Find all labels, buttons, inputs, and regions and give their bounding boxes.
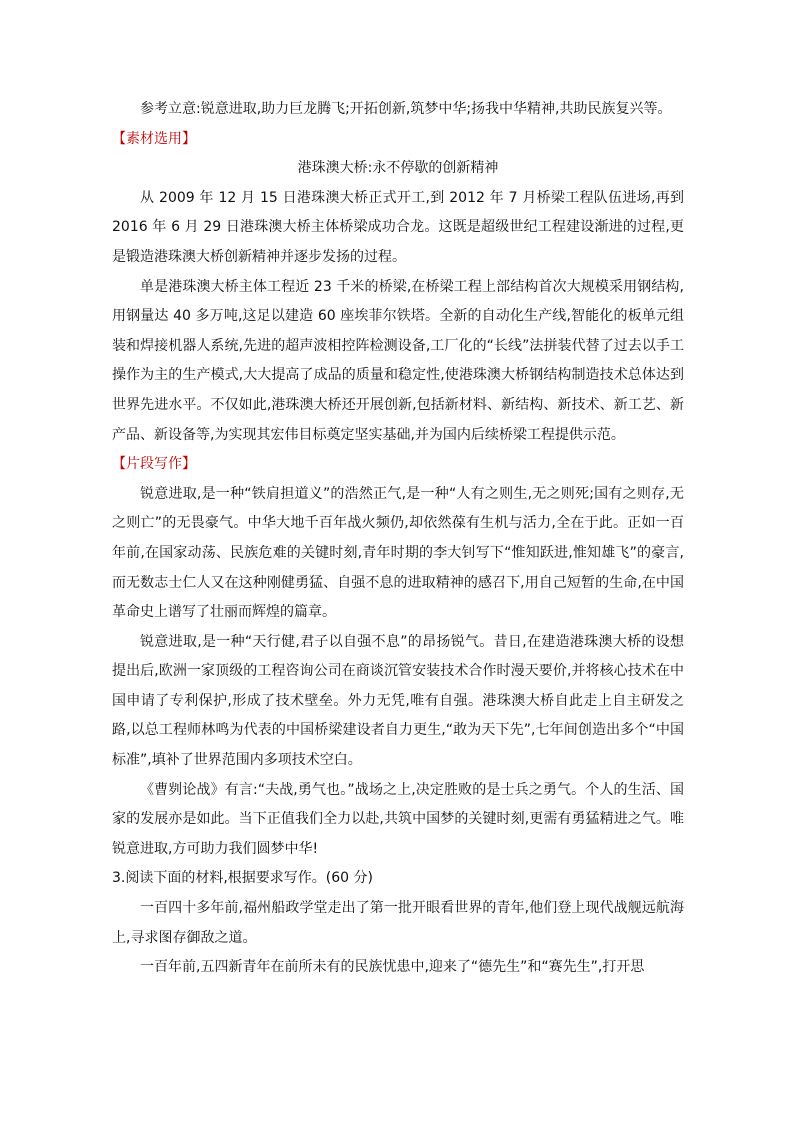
writing-paragraph-2: 锐意进取,是一种“天行健,君子以自强不息”的昂扬锐气。昔日,在建造港珠澳大桥的设想提出后,欧洲一家顶级的工程咨询公司在商谈沉管安装技术合作时漫天要价,并将核心技术在中国申请了专利保护,形成了技术壁垒。外力无凭,唯有自强。港珠澳大桥自此走上自主研发之路,以总工程师林鸣为代表的中国桥梁建设者自力更生,“敢为天下先”,七年间创造出多个“中国标准”,填补了世界范围内多项技术空白。 (112, 633, 684, 769)
writing-paragraph-3: 《曹刿论战》有言:“夫战,勇气也。”战场之上,决定胜败的是士兵之勇气。个人的生活、国家的发展亦是如此。当下正值我们全力以赴,共筑中国梦的关键时刻,更需有勇猛精进之气。唯锐意进取,方可助力我们圆梦中华! (112, 781, 684, 857)
material-paragraph-2: 单是港珠澳大桥主体工程近 23 千米的桥梁,在桥梁工程上部结构首次大规模采用钢结构,用钢量达 40 多万吨,这足以建造 60 座埃菲尔铁塔。全新的自动化生产线,智能化的板单元组装和焊接机器人系统,先进的超声波相控阵检测设备,工厂化的“长线”法拼装代替了过去以手工操作为主的生产模式,大大提高了成品的质量和稳定性,使港珠澳大桥钢结构制造技术总体达到世界先进水平。不仅如此,港珠澳大桥还开展创新,包括新材料、新结构、新技术、新工艺、新产品、新设备等,为实现其宏伟目标奠定坚实基础,并为国内后续桥梁工程提供示范。 (112, 278, 684, 443)
intro-paragraph: 参考立意:锐意进取,助力巨龙腾飞;开拓创新,筑梦中华;扬我中华精神,共助民族复兴等。 (140, 101, 672, 117)
writing-paragraph-1: 锐意进取,是一种“铁肩担道义”的浩然正气,是一种“人有之则生,无之则死;国有之则存,无之则亡”的无畏豪气。中华大地千百年战火频仍,却依然葆有生机与活力,全在于此。正如一百年前,在国家动荡、民族危难的关键时刻,青年时期的李大钊写下“惟知跃进,惟知雄飞”的豪言,而无数志士仁人又在这种刚健勇猛、自强不息的进取精神的感召下,用自己短暂的生命,在中国革命史上谱写了壮丽而辉煌的篇章。 (112, 485, 684, 621)
material-title: 港珠澳大桥:永不停歇的创新精神 (297, 160, 499, 177)
question-paragraph-1: 一百四十多年前,福州船政学堂走出了第一批开眼看世界的青年,他们登上现代战舰远航海上,寻求图存御敌之道。 (112, 900, 684, 946)
section-label-material: 【素材选用】 (112, 130, 196, 147)
material-paragraph-1: 从 2009 年 12 月 15 日港珠澳大桥正式开工,到 2012 年 7 月桥梁工程队伍进场,再到 2016 年 6 月 29 日港珠澳大桥主体桥梁成功合龙。这既是超级世纪工程建设渐进的过程,更是锻造港珠澳大桥创新精神并逐步发扬的过程。 (112, 189, 684, 265)
section-label-writing: 【片段写作】 (112, 456, 196, 473)
question-paragraph-2: 一百年前,五四新青年在前所未有的民族忧患中,迎来了“德先生”和“赛先生”,打开思 (140, 959, 645, 976)
question-heading: 3.阅读下面的材料,根据要求写作。(60 分) (112, 870, 373, 887)
